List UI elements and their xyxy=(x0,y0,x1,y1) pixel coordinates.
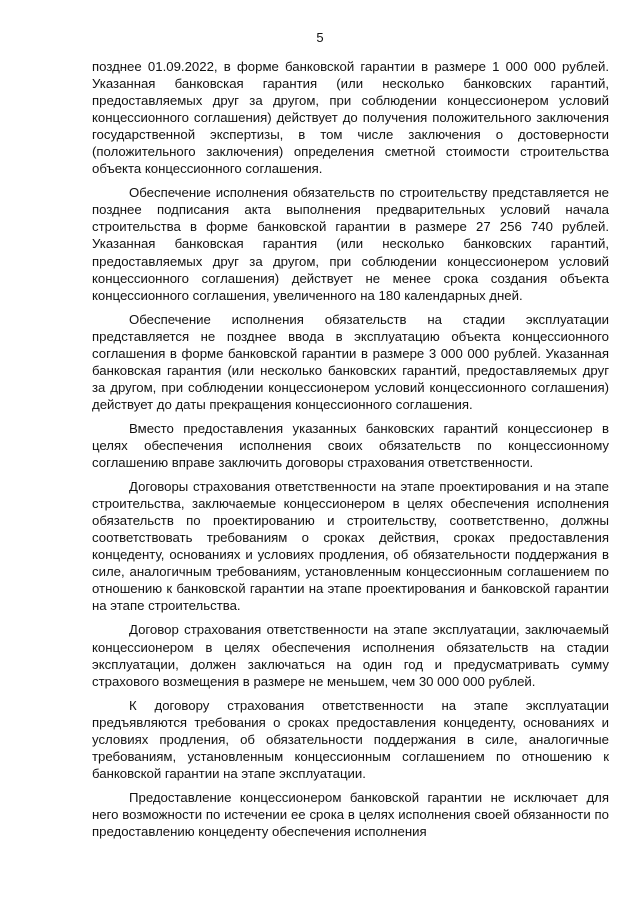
paragraph-4: Вместо предоставления указанных банковских гарантий концессионер в целях обеспечения исполнения своих обязательств по концессионному соглашению вправе заключить договоры страхования ответственности. xyxy=(92,420,609,471)
document-body xyxy=(92,58,609,840)
paragraph-3: Обеспечение исполнения обязательств на стадии эксплуатации представляется не позднее ввода в эксплуатацию объекта концессионного соглашения в форме банковской гарантии в размере 3 000 000 рублей. Указанная банковская гарантия (или несколько банковских гарантий, предоставляемых друг за другом, при соблюдении концессионером условий концессионного соглашения) действует до даты прекращения концессионного соглашения. xyxy=(92,311,609,412)
paragraph-5: Договоры страхования ответственности на этапе проектирования и на этапе строительства, заключаемые концессионером в целях обеспечения исполнения обязательств по проектированию и строительству, соответственно, должны соответствовать требованиям о сроках действия, сроках предоставления концеденту, основаниях и условиях продления, об обязательности поддержания в силе, аналогичным требованиям, установленным концессионным соглашением по отношению к банковской гарантии на этапе проектирования и банковской гарантии на этапе строительства. xyxy=(92,479,609,614)
paragraph-1: позднее 01.09.2022, в форме банковской гарантии в размере 1 000 000 рублей. Указанная банковская гарантия (или несколько банковских гарантий, предоставляемых друг за другом, при соблюдении концессионером условий концессионного соглашения) действует до получения положительного заключения государственной экспертизы, в том числе заключения о достоверности (положительного заключения) определения сметной стоимости строительства объекта концессионного соглашения. xyxy=(92,59,609,177)
paragraph-8: Предоставление концессионером банковской гарантии не исключает для него возможности по истечении ее срока в целях исполнения своей обязанности по предоставлению концеденту обеспечения исполнения xyxy=(92,789,609,839)
page-number: 5 xyxy=(316,30,324,45)
paragraph-2: Обеспечение исполнения обязательств по строительству представляется не позднее подписания акта выполнения предварительных условий начала строительства в форме банковской гарантии в размере 27 256 740 рублей. Указанная банковская гарантия (или несколько банковских гарантий, предоставляемых друг за другом, при соблюдении концессионером условий концессионного соглашения) действует не менее срока создания объекта концессионного соглашения, увеличенного на 180 календарных дней. xyxy=(92,185,609,303)
paragraph-6: Договор страхования ответственности на этапе эксплуатации, заключаемый концессионером в целях обеспечения исполнения обязательств на стадии эксплуатации, должен заключаться на один год и предусматривать сумму страхового возмещения в размере не меньшем, чем 30 000 000 рублей. xyxy=(92,622,609,689)
paragraph-7: К договору страхования ответственности на этапе эксплуатации предъявляются требования о сроках предоставления концеденту, основаниях и условиях продления, об обязательности поддержания в силе, аналогичные требованиям, установленным концессионным соглашением по отношению к банковской гарантии на этапе эксплуатации. xyxy=(92,697,609,781)
